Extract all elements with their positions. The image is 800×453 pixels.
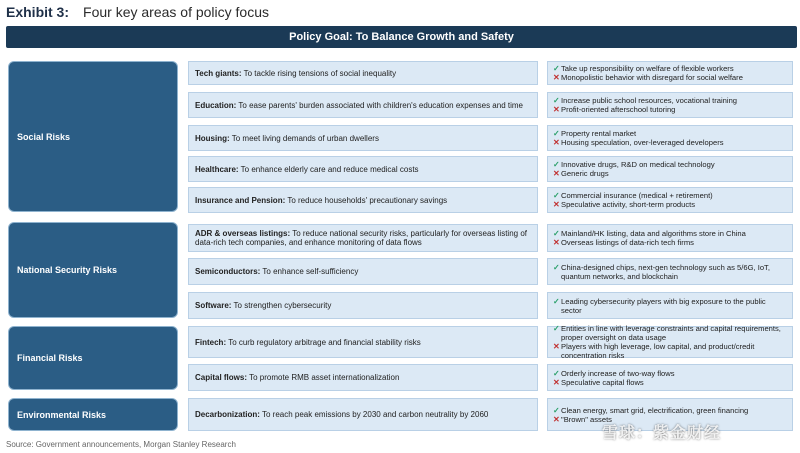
area-education <box>188 92 538 118</box>
area-decarbonization <box>188 398 538 431</box>
positive-item: Take up responsibility on welfare of flexible workers <box>561 64 734 73</box>
area-name: Education: <box>195 100 237 110</box>
area-semiconductors <box>188 258 538 285</box>
negative-item: Monopolistic behavior with disregard for social welfare <box>561 73 743 82</box>
positive-item: Leading cybersecurity players with big exposure to the public sector <box>561 296 766 315</box>
cross-icon: ✕ <box>553 200 560 209</box>
outcomes-capital-flows <box>547 364 793 391</box>
area-desc: To strengthen cybersecurity <box>231 301 332 310</box>
positive-item: Clean energy, smart grid, electrification, green financing <box>561 405 749 415</box>
check-icon: ✓ <box>553 405 560 415</box>
negative-item: Speculative activity, short-term products <box>561 200 696 209</box>
area-name: Tech giants: <box>195 68 242 78</box>
area-software <box>188 292 538 319</box>
area-desc: To promote RMB asset internationalization <box>247 373 400 382</box>
area-name: Insurance and Pension: <box>195 195 286 205</box>
area-tech-giants <box>188 61 538 85</box>
negative-item: Speculative capital flows <box>561 377 644 387</box>
positive-item: Increase public school resources, vocational training <box>561 96 738 105</box>
check-icon: ✓ <box>553 129 560 138</box>
positive-item: Mainland/HK listing, data and algorithms store in China <box>561 229 746 238</box>
outcomes-healthcare <box>547 156 793 182</box>
check-icon: ✓ <box>553 96 560 105</box>
exhibit-title: Four key areas of policy focus <box>83 4 269 20</box>
category-financial-risks: Financial Risks <box>8 326 178 390</box>
category-social-risks: Social Risks <box>8 61 178 212</box>
area-desc: To tackle rising tensions of social inequality <box>241 68 397 78</box>
area-desc: To meet living demands of urban dwellers <box>229 133 379 143</box>
cross-icon: ✕ <box>553 342 560 351</box>
check-icon: ✓ <box>553 368 560 378</box>
area-desc: To reduce national security risks, particularly for overseas listing of data-rich tech companies, and enhance monitoring of data flows <box>195 229 527 247</box>
area-name: Software: <box>195 301 232 310</box>
check-icon: ✓ <box>553 191 560 200</box>
cross-icon: ✕ <box>553 377 560 387</box>
outcomes-software <box>547 292 793 319</box>
cross-icon: ✕ <box>553 169 560 178</box>
check-icon: ✓ <box>553 262 560 272</box>
negative-item: Generic drugs <box>561 169 609 178</box>
outcomes-tech-giants <box>547 61 793 85</box>
area-healthcare <box>188 156 538 182</box>
area-adr-overseas-listings <box>188 224 538 252</box>
area-desc: To enhance elderly care and reduce medical costs <box>238 164 419 174</box>
category-national-security-risks: National Security Risks <box>8 222 178 318</box>
cross-icon: ✕ <box>553 73 560 82</box>
positive-item: Orderly increase of two-way flows <box>561 368 675 378</box>
category-environmental-risks: Environmental Risks <box>8 398 178 431</box>
area-housing <box>188 125 538 151</box>
negative-item: Players with high leverage, low capital, and product/credit concentration risks <box>561 342 755 360</box>
positive-item: Commercial insurance (medical + retirement) <box>561 191 713 200</box>
outcomes-insurance-pension <box>547 187 793 213</box>
check-icon: ✓ <box>553 324 560 333</box>
positive-item: China-designed chips, next-gen technology such as 5/6G, IoT, quantum networks, and blockchain <box>561 262 770 281</box>
cross-icon: ✕ <box>553 414 560 424</box>
outcomes-housing <box>547 125 793 151</box>
check-icon: ✓ <box>553 160 560 169</box>
area-capital-flows <box>188 364 538 391</box>
negative-item: "Brown" assets <box>561 414 612 424</box>
source-note: Source: Government announcements, Morgan Stanley Research <box>6 440 236 449</box>
outcomes-adr-overseas-listings <box>547 224 793 252</box>
area-insurance-pension <box>188 187 538 213</box>
negative-item: Overseas listings of data-rich tech firms <box>561 238 694 247</box>
negative-item: Housing speculation, over-leveraged developers <box>561 138 724 147</box>
area-desc: To reach peak emissions by 2030 and carbon neutrality by 2060 <box>259 410 489 419</box>
outcomes-education <box>547 92 793 118</box>
area-desc: To ease parents' burden associated with children's education expenses and time <box>236 100 523 110</box>
watermark: 雪球：紫金财经 <box>602 425 722 442</box>
area-name: ADR & overseas listings: <box>195 229 291 238</box>
cross-icon: ✕ <box>553 105 560 114</box>
outcomes-fintech <box>547 326 793 358</box>
area-name: Semiconductors: <box>195 267 261 276</box>
area-name: Capital flows: <box>195 373 248 382</box>
cross-icon: ✕ <box>553 238 560 247</box>
positive-item: Innovative drugs, R&D on medical technology <box>561 160 715 169</box>
negative-item: Profit-oriented afterschool tutoring <box>561 105 676 114</box>
outcomes-semiconductors <box>547 258 793 285</box>
exhibit-label: Exhibit 3: <box>6 4 70 20</box>
area-name: Healthcare: <box>195 164 239 174</box>
area-desc: To curb regulatory arbitrage and financial stability risks <box>226 337 421 347</box>
check-icon: ✓ <box>553 229 560 238</box>
check-icon: ✓ <box>553 296 560 306</box>
area-desc: To enhance self-sufficiency <box>260 267 359 276</box>
area-fintech <box>188 326 538 358</box>
area-name: Decarbonization: <box>195 410 260 419</box>
positive-item: Entities in line with leverage constraints and capital requirements, proper oversight on data usage <box>561 324 781 342</box>
area-desc: To reduce households' precautionary savings <box>285 195 448 205</box>
positive-item: Property rental market <box>561 129 637 138</box>
exhibit-header <box>6 3 269 21</box>
area-name: Fintech: <box>195 337 227 347</box>
policy-goal-banner: Policy Goal: To Balance Growth and Safety <box>6 26 797 48</box>
area-name: Housing: <box>195 133 230 143</box>
cross-icon: ✕ <box>553 138 560 147</box>
check-icon: ✓ <box>553 64 560 73</box>
